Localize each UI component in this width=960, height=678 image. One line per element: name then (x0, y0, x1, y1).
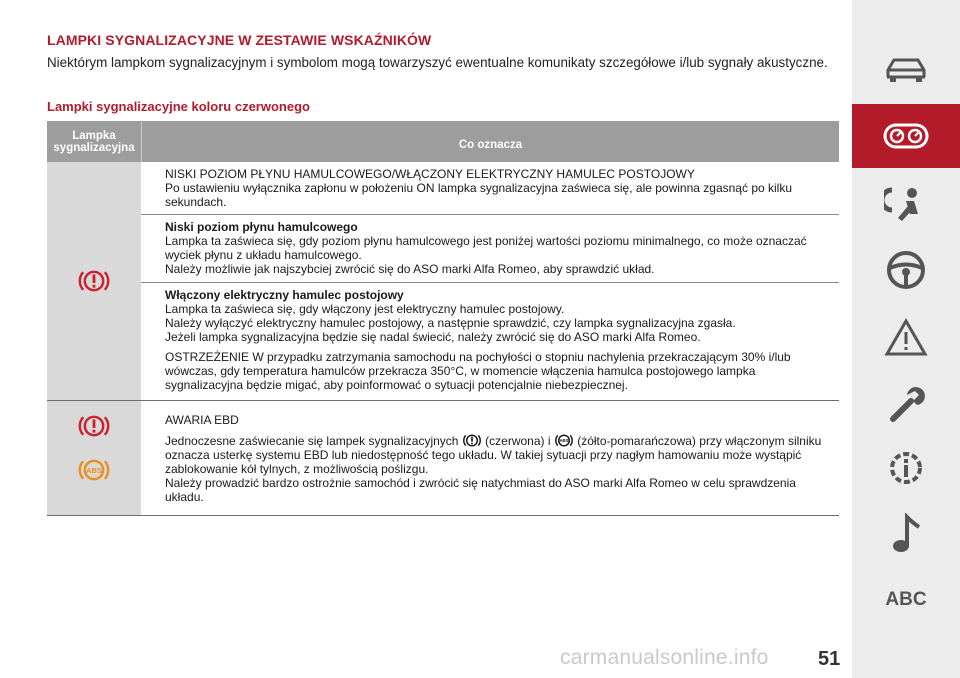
meaning-cell (141, 401, 839, 515)
abs-warning-amber-icon (77, 457, 111, 483)
page-number: 51 (818, 648, 841, 670)
nav-driving[interactable] (852, 240, 960, 300)
nav-maintenance[interactable] (852, 374, 960, 434)
brake-warning-inline-icon (462, 433, 482, 448)
airbag-person-icon (884, 184, 928, 228)
lamp-cell (47, 162, 141, 400)
meaning-text: Należy prowadzić bardzo ostrożnie samochód i zwrócić się natychmiast do ASO marki Alfa Romeo w celu sprawdzenia układu. (165, 476, 796, 504)
header-lamp: Lampka sygnalizacyjna (47, 121, 142, 162)
meaning-text: Należy wyłączyć elektryczny hamulec postojowy, a następnie sprawdzić, czy lampka sygnalizacyjna zgasła. (165, 316, 736, 330)
lamp-cell (47, 401, 141, 515)
meaning-text: Po ustawieniu wyłącznika zapłonu w położeniu ON lampka sygnalizacyjna zaświeca się, ale powinna zgasnąć po kilku sekundach. (165, 181, 792, 209)
nav-technical-data[interactable] (852, 438, 960, 498)
chapter-sidebar (852, 0, 960, 678)
meaning-ebd (141, 401, 839, 509)
brake-warning-red-icon (77, 268, 111, 294)
meaning-cell (141, 162, 839, 400)
meaning-title: NISKI POZIOM PŁYNU HAMULCOWEGO/WŁĄCZONY ELEKTRYCZNY HAMULEC POSTOJOWY (165, 167, 695, 181)
meaning-text: Lampka ta zaświeca się, gdy włączony jest elektryczny hamulec postojowy. (165, 302, 565, 316)
meaning-general (141, 162, 839, 214)
nav-emergency[interactable] (852, 310, 960, 366)
abc-index: ABC (885, 589, 927, 610)
car-icon (883, 55, 929, 85)
nav-dashboard[interactable] (852, 104, 960, 168)
meaning-text: Jeżeli lampka sygnalizacyjna będzie się nadal świecić, należy zwrócić się do ASO marki Alfa Romeo. (165, 330, 701, 344)
meaning-text: Lampka ta zaświeca się, gdy poziom płynu hamulcowego jest poniżej wartości poziomu minimalnego, co może oznaczać wyciek płynu z układu hamulcowego. (165, 234, 807, 262)
nav-index[interactable] (852, 580, 960, 620)
text-segment: Jednoczesne zaświecanie się lampek sygnalizacyjnych (165, 434, 459, 448)
meaning-text (165, 433, 831, 476)
music-note-icon (889, 513, 923, 555)
nav-safety[interactable] (852, 176, 960, 236)
text-segment: (czerwona) i (485, 434, 551, 448)
table-row-brake (47, 162, 839, 401)
info-gear-icon (884, 446, 928, 490)
meaning-title: AWARIA EBD (165, 413, 239, 427)
page-title: LAMPKI SYGNALIZACYJNE W ZESTAWIE WSKAŹNIKÓW (47, 32, 432, 48)
abs-label: ABS (86, 466, 102, 475)
meaning-parking-brake (141, 282, 839, 397)
brake-warning-red-icon (77, 413, 111, 439)
nav-car[interactable] (852, 40, 960, 100)
intro-text: Niektórym lampkom sygnalizacyjnym i symbolom mogą towarzyszyć ewentualne komunikaty szczegółowe i/lub sygnały akustyczne. (47, 55, 828, 70)
table-header (47, 121, 839, 162)
meaning-low-fluid (141, 214, 839, 282)
meaning-heading: Niski poziom płynu hamulcowego (165, 220, 358, 234)
wrench-icon (885, 383, 927, 425)
meaning-text: Należy możliwie jak najszybciej zwrócić się do ASO marki Alfa Romeo, aby sprawdzić układ. (165, 262, 655, 276)
watermark: carmanualsonline.info (560, 646, 769, 669)
warning-triangle-icon (884, 318, 928, 358)
abs-inline-icon (554, 433, 574, 448)
header-meaning: Co oznacza (458, 138, 523, 151)
meaning-heading: Włączony elektryczny hamulec postojowy (165, 288, 404, 302)
nav-multimedia[interactable] (852, 506, 960, 562)
section-title: Lampki sygnalizacyjne koloru czerwonego (47, 99, 310, 114)
warning-text: OSTRZEŻENIE W przypadku zatrzymania samochodu na pochyłości o stopniu nachylenia przekraczającym 30% i/lub wówczas, gdy temperatura hamulców przekracza 350°C, w momencie włączenia hamulca postojowego lampka sygnalizacyjna będzie migać, aby poinformować o sytuacji potencjalnie niebezpiecznej. (165, 350, 791, 392)
steering-wheel-icon (885, 249, 927, 291)
abs-label: ABS (559, 438, 569, 444)
text-segment: (żółto-pomarańczowa) przy włączonym silniku oznacza usterkę systemu EBD lub niedostępność tego układu. W takiej sytuacji przy nagłym hamowaniu może wystąpić zablokowanie kół tylnych, z możliwością poślizgu. (165, 434, 822, 476)
dashboard-gauges-icon (882, 121, 930, 151)
table-row-ebd (47, 401, 839, 516)
warning-lights-table (47, 121, 839, 516)
